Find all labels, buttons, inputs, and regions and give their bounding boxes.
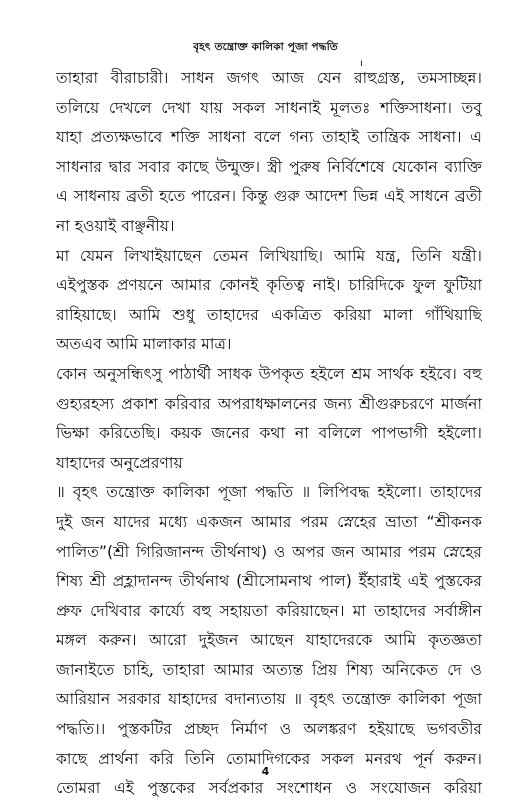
- page-number: 4: [261, 765, 270, 778]
- header-mark: ı: [360, 58, 363, 69]
- text-line: শিষ্য শ্রী প্রহ্লাদানন্দ তীর্থনাথ (শ্রীসোমনাথ পাল) ইঁহারাই এই পুস্তকের: [56, 572, 482, 591]
- text-line: ॥ বৃহৎ তন্ত্রোক্ত কালিকা পূজা পদ্ধতি ॥ লিপিবদ্ধ হইলো। তাহাদের: [56, 483, 482, 502]
- text-line: অতএব আমি মালাকার মাত্র।: [56, 335, 232, 354]
- body-text: [56, 64, 482, 804]
- text-line: যাহা প্রত্যক্ষভাবে শক্তি সাধনা বলে গন্য তাহাই তান্ত্রিক সাধনা। এ: [56, 128, 482, 147]
- text-line: জানাইতে চাহি, তাহারা আমার অত্যন্ত প্রিয় শিষ্য অনিকেত দে ও: [56, 660, 482, 679]
- text-line: গুহ্যরহস্য প্রকাশ করিবার অপরাধক্ষালনের জন্য শ্রীগুরুচরণে মার্জনা: [56, 394, 482, 413]
- text-line: পদ্ধতি।। পুস্তকটির প্রচ্ছদ নির্মাণ ও অলঙ্করণ হইয়াছে ভগবতীর: [56, 720, 482, 739]
- text-line: ভিক্ষা করিতেছি। কয়ক জনের কথা না বলিলে পাপভাগী হইলো।: [56, 424, 482, 443]
- text-line: কোন অনুসন্ধিৎসু পাঠার্থী সাধক উপকৃত হইলে শ্রম সার্থক হইবে। বহু: [56, 364, 482, 383]
- text-line: যাহাদের অনুপ্রেরণায়: [56, 453, 183, 472]
- text-line: পালিত”(শ্রী গিরিজানন্দ তীর্থনাথ) ও অপর জন আমার পরম স্নেহের: [56, 542, 482, 561]
- text-line: এ সাধনায় ব্রতী হতে পারেন। কিন্তু গুরু আদেশ ভিন্ন এই সাধনে ব্রতী: [56, 187, 482, 206]
- text-line: আরিয়ান সরকার যাহাদের বদান্যতায় ॥ বৃহৎ তন্ত্রোক্ত কালিকা পূজা: [56, 690, 482, 709]
- text-line: মঙ্গল করুন। আরো দুইজন আছেন যাহাদেরকে আমি কৃতজ্ঞতা: [56, 631, 482, 650]
- text-line: দুই জন যাদের মধ্যে একজন আমার পরম স্নেহের ভ্রাতা “শ্রীকনক: [56, 512, 482, 531]
- text-line: কাছে প্রার্থনা করি তিনি তোমাদিগকের সকল মনরথ পূর্ন করুন।: [56, 749, 482, 768]
- text-line: এইপুস্তক প্রণয়নে আমার কোনই কৃতিত্ব নাই। চারিদিকে ফুল ফুটিয়া: [56, 276, 482, 295]
- text-line: না হওয়াই বাঞ্ছনীয়।: [56, 216, 175, 235]
- text-line: রাহিয়াছে। আমি শুধু তাহাদের একত্রিত করিয়া মালা গাঁথিয়াছি: [56, 305, 482, 324]
- text-line: তলিয়ে দেখলে দেখা যায় সকল সাধনাই মূলতঃ শক্তিসাধনা। তবু: [56, 98, 482, 117]
- text-line: মা যেমন লিখাইয়াছেন তেমন লিখিয়াছি। আমি যন্ত্র, তিনি যন্ত্রী।: [56, 246, 482, 265]
- text-line: প্রুফ দেখিবার কার্য্যে বহু সহায়তা করিয়াছেন। মা তাহাদের সর্বাঙ্গীন: [56, 601, 482, 620]
- text-line: তোমরা এই পুস্তকের সর্বপ্রকার সংশোধন ও সংযোজন করিয়া: [56, 779, 482, 798]
- running-header: বৃহৎ তন্ত্রোক্ত কালিকা পূজা পদ্ধতি: [193, 41, 338, 53]
- text-line: সাধনার দ্বার সবার কাছে উন্মুক্ত। স্ত্রী পুরুষ নির্বিশেষে যেকোন ব্যাক্তি: [56, 157, 482, 176]
- text-line: তাহারা বীরাচারী। সাধন জগৎ আজ যেন রাহুগ্রস্ত, তমসাচ্ছন্ন।: [56, 69, 482, 87]
